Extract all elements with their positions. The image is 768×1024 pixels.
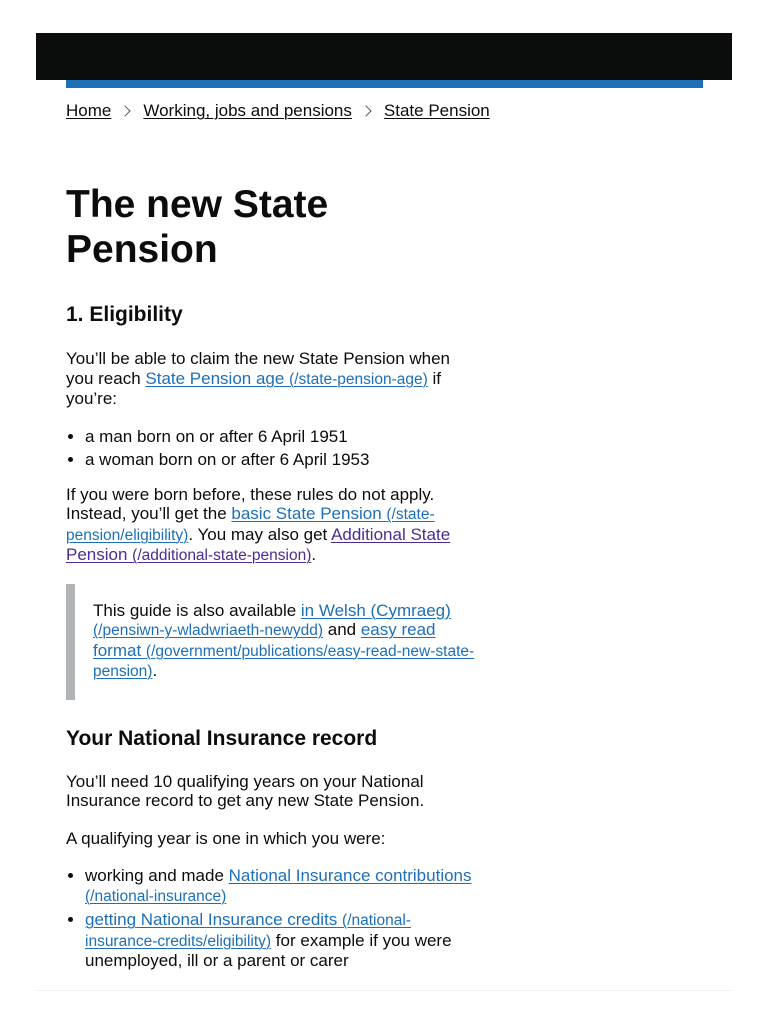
header-blue-stripe [66, 80, 703, 88]
list-item: • a woman born on or after 6 April 1953 [85, 450, 478, 470]
eligibility-heading: 1. Eligibility [66, 303, 183, 326]
additional-state-pension-link-text: Additional State Pension [66, 524, 451, 564]
page-divider [36, 990, 732, 991]
breadcrumb [66, 100, 490, 122]
inset-text-end: . [152, 661, 158, 680]
born-before-mid-text: . You may also get [188, 524, 332, 544]
national-insurance-credits-link-text: getting National Insurance credits [85, 910, 338, 929]
eligibility-list [66, 427, 478, 470]
national-insurance-heading: Your National Insurance record [66, 726, 378, 750]
basic-state-pension-link-path: (/state-pension/eligibility) [66, 506, 435, 544]
easy-read-format-link-text: easy read format [93, 620, 436, 660]
national-insurance-contributions-link-text: National Insurance contributions [228, 866, 472, 885]
welsh-guide-link-path: (/pensiwn-y-wladwriaeth-newydd) [93, 622, 324, 639]
state-pension-age-link[interactable] [145, 369, 427, 388]
welsh-guide-link-text: in Welsh (Cymraeg) [300, 600, 451, 620]
page-title: The new State Pension [66, 183, 329, 271]
eligibility-intro-end: if you’re: [66, 368, 442, 408]
easy-read-format-link-path: (/government/publications/easy-read-new-state-pension) [93, 642, 475, 680]
inset-text [66, 584, 478, 700]
born-before-paragraph [66, 485, 478, 566]
qualifying-year-list [66, 866, 478, 971]
state-pension-age-link-text: State Pension age [145, 368, 285, 388]
additional-state-pension-link-path: (/additional-state-pension) [132, 547, 312, 564]
list-item: • a man born on or after 6 April 1951 [85, 427, 478, 447]
breadcrumb-home[interactable]: Home [66, 101, 112, 120]
national-insurance-credits-link-path: (/national-insurance-credits/eligibility) [85, 912, 411, 950]
inset-paragraph [93, 601, 478, 682]
born-before-end: . [311, 545, 317, 564]
state-pension-age-link-path: (/state-pension-age) [289, 370, 428, 388]
inset-text-start: This guide is also available [93, 600, 301, 620]
born-before-text: If you were born before, these rules do not apply. Instead, you’ll get the [66, 484, 435, 523]
main-content [66, 182, 478, 975]
list-item-text: working and made [85, 866, 229, 885]
national-insurance-contributions-link-path: (/national-insurance) [85, 887, 227, 905]
eligibility-intro-text: You’ll be able to claim the new State Pension when you reach [66, 349, 451, 388]
list-item [85, 910, 478, 971]
qualifying-years-paragraph: You’ll need 10 qualifying years on your National Insurance record to get any new State Pension. [66, 771, 425, 810]
chevron-right-icon [120, 105, 131, 116]
breadcrumb-state-pension[interactable]: State Pension [383, 101, 490, 120]
eligibility-intro [66, 349, 478, 409]
qualifying-year-paragraph: A qualifying year is one in which you were: [66, 828, 386, 848]
chevron-right-icon [360, 105, 371, 116]
list-item-text: for example if you were unemployed, ill or a parent or carer [85, 930, 452, 970]
breadcrumb-working-jobs-pensions[interactable]: Working, jobs and pensions [143, 101, 352, 120]
site-header [36, 33, 732, 80]
inset-text-mid: and [323, 620, 361, 639]
basic-state-pension-link-text: basic State Pension [231, 504, 382, 523]
list-item [85, 866, 478, 906]
